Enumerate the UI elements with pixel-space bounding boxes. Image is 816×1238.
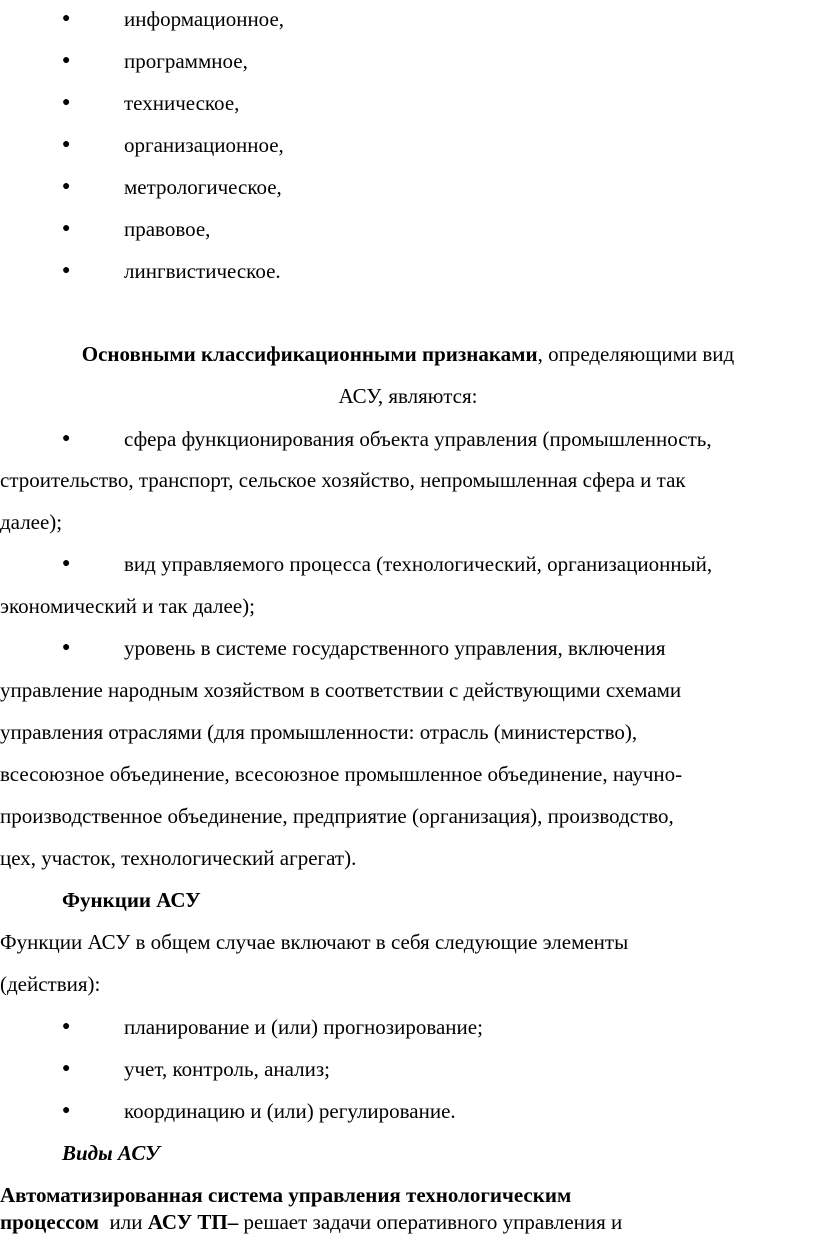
classification-item-cont: экономический и так далее); [0,594,256,618]
bullet-icon: ● [62,95,71,110]
bullet-icon: ● [62,1103,71,1118]
list-item: метрологическое, [124,175,282,199]
classification-item-first: вид управляемого процесса (технологический, организационный, [124,552,713,576]
functions-item: координацию и (или) регулирование. [124,1099,456,1123]
types-heading: Виды АСУ [62,1141,160,1165]
classification-heading [0,342,816,366]
classification-item-cont: управления отраслями (для промышленности: отрасль (министерство), [0,720,638,744]
bullet-icon: ● [62,640,71,655]
classification-item-first: уровень в системе государственного управления, включения [124,636,666,660]
bullet-icon: ● [62,263,71,278]
functions-item: планирование и (или) прогнозирование; [124,1015,483,1039]
functions-item: учет, контроль, анализ; [124,1057,330,1081]
classification-item-cont: цех, участок, технологический агрегат). [0,846,357,870]
list-item: лингвистическое. [124,259,281,283]
classification-item-cont: всесоюзное объединение, всесоюзное промышленное объединение, научно- [0,762,683,786]
classification-heading-line2: АСУ, являются: [338,384,478,408]
functions-intro-cont: (действия): [0,972,101,996]
functions-heading: Функции АСУ [62,888,201,912]
classification-item-cont: далее); [0,510,63,534]
functions-intro: Функции АСУ в общем случае включают в себя следующие элементы [0,930,629,954]
types-text: или [99,1210,148,1234]
classification-heading-bold: Основными классификационными признаками [81,342,538,366]
list-item: программное, [124,49,248,73]
bullet-icon: ● [62,1019,71,1034]
bullet-icon: ● [62,431,71,446]
bullet-icon: ● [62,53,71,68]
bullet-icon: ● [62,137,71,152]
bullet-icon: ● [62,179,71,194]
types-abbrev: АСУ ТП– [147,1210,239,1234]
classification-item-cont: производственное объединение, предприятие (организация), производство, [0,804,674,828]
types-text: решает задачи оперативного управления и [238,1210,623,1234]
bullet-icon: ● [62,556,71,571]
classification-item-cont: строительство, транспорт, сельское хозяйство, непромышленная сфера и так [0,468,686,492]
list-item: организационное, [124,133,284,157]
types-term-cont: процессом [0,1210,100,1234]
classification-heading-rest: , определяющими вид [537,342,735,366]
types-term: Автоматизированная система управления технологическим [0,1183,572,1207]
types-definition [0,1210,622,1234]
bullet-icon: ● [62,221,71,236]
bullet-icon: ● [62,1061,71,1076]
list-item: техническое, [124,91,240,115]
classification-item-first: сфера функционирования объекта управления (промышленность, [124,427,712,451]
classification-item-cont: управление народным хозяйством в соответствии с действующими схемами [0,678,682,702]
list-item: информационное, [124,7,285,31]
list-item: правовое, [124,217,211,241]
bullet-icon: ● [62,11,71,26]
